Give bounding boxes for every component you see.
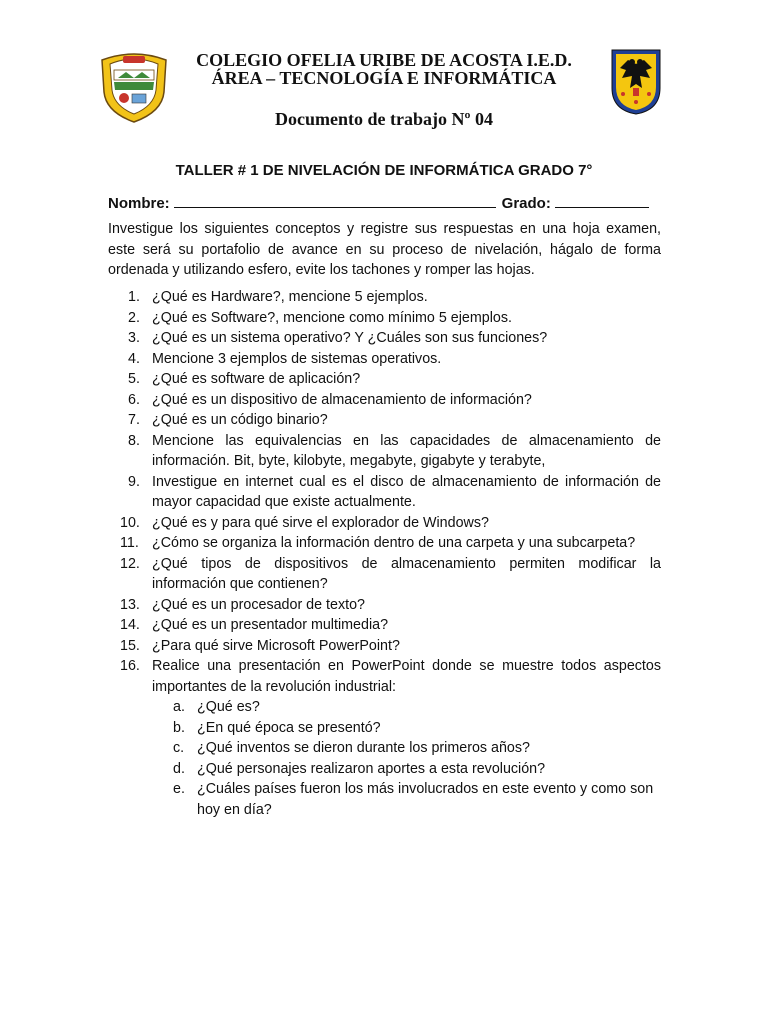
subquestion-letter: d. (173, 760, 185, 777)
question-item (108, 554, 661, 595)
subquestion-item (152, 738, 661, 759)
question-text: ¿Qué es un presentador multimedia? (152, 617, 389, 633)
grade-blank-line (555, 193, 649, 208)
question-number: 14. (120, 617, 140, 633)
question-text: Investigue en internet cual es el disco de almacenamiento de información de mayor capacidad que existe actualmente. (152, 473, 661, 510)
question-item (108, 533, 661, 554)
question-text: ¿Para qué sirve Microsoft PowerPoint? (152, 637, 400, 654)
question-number: 10. (120, 514, 140, 531)
subquestion-text: ¿Cuáles países fueron los más involucrados en este evento y como son hoy en día? (197, 781, 654, 818)
subquestion-item (152, 779, 661, 820)
school-name: COLEGIO OFELIA URIBE DE ACOSTA I.E.D. (196, 50, 572, 70)
question-item (108, 513, 661, 534)
question-text: Mencione 3 ejemplos de sistemas operativos. (152, 350, 442, 367)
question-text: Mencione las equivalencias en las capacidades de almacenamiento de información. Bit, byte, kilobyte, megabyte, gigabyte y terabyte, (152, 432, 661, 469)
name-label: Nombre: (108, 195, 170, 212)
document-title: Documento de trabajo Nº 04 (275, 109, 493, 129)
grade-label: Grado: (501, 195, 551, 212)
subquestion-text: ¿Qué personajes realizaron aportes a esta revolución? (197, 760, 546, 777)
question-item (108, 390, 661, 411)
subquestion-letter: b. (173, 719, 185, 736)
question-number: 15. (120, 637, 140, 654)
student-info-line (108, 193, 649, 212)
question-text: ¿Qué es un procesador de texto? (152, 596, 365, 613)
question-text: ¿Qué es y para qué sirve el explorador de Windows? (152, 514, 489, 531)
workshop-title: TALLER # 1 DE NIVELACIÓN DE INFORMÁTICA GRADO 7° (175, 162, 593, 179)
subquestion-item (152, 697, 661, 718)
question-text: ¿Qué tipos de dispositivos de almacenamiento permiten modificar la información que contienen? (152, 555, 661, 592)
question-item (108, 595, 661, 616)
question-item (108, 328, 661, 349)
question-item (108, 308, 661, 329)
question-text: ¿Qué es Hardware?, mencione 5 ejemplos. (152, 289, 428, 305)
question-number: 3. (128, 330, 140, 346)
question-item (108, 636, 661, 657)
subquestion-letter: e. (173, 781, 185, 797)
question-item (108, 349, 661, 370)
question-list (108, 287, 661, 820)
question-item (108, 287, 661, 308)
name-blank-line (174, 193, 496, 208)
question-number: 9. (128, 473, 140, 490)
subquestion-item (152, 718, 661, 739)
question-text: ¿Qué es un dispositivo de almacenamiento de información? (152, 391, 532, 408)
question-number: 5. (128, 371, 140, 387)
question-text: Realice una presentación en PowerPoint donde se muestre todos aspectos importantes de la revolución industrial: (152, 658, 661, 695)
subquestion-text: ¿Qué es? (197, 699, 260, 715)
subquestion-letter: c. (173, 740, 185, 756)
instructions-paragraph: Investigue los siguientes conceptos y registre sus respuestas en una hoja examen, este será su portafolio de avance en su proceso de nivelación, hágalo de forma ordenada y utilizando esfero, evite los tachones y romper las hojas. (108, 221, 661, 278)
question-number: 8. (128, 432, 140, 449)
question-number: 7. (128, 412, 140, 428)
subquestion-text: ¿En qué época se presentó? (197, 719, 381, 736)
question-number: 16. (120, 658, 140, 674)
question-item (108, 410, 661, 431)
question-item (108, 472, 661, 513)
question-item (108, 656, 661, 820)
subquestion-item (152, 759, 661, 780)
question-text: ¿Cómo se organiza la información dentro de una carpeta y una subcarpeta? (152, 535, 636, 551)
question-number: 12. (120, 555, 140, 572)
question-text: ¿Qué es un código binario? (152, 412, 328, 428)
subquestion-list (152, 697, 661, 820)
question-number: 13. (120, 596, 140, 613)
question-item (108, 615, 661, 636)
question-number: 2. (128, 309, 140, 326)
question-text: ¿Qué es un sistema operativo? Y ¿Cuáles son sus funciones? (152, 330, 548, 346)
question-number: 4. (128, 350, 140, 367)
question-number: 1. (128, 289, 140, 305)
question-text: ¿Qué es software de aplicación? (152, 371, 361, 387)
question-item (108, 369, 661, 390)
subject-area: ÁREA – TECNOLOGÍA E INFORMÁTICA (211, 68, 557, 88)
subquestion-text: ¿Qué inventos se dieron durante los primeros años? (197, 740, 530, 756)
question-number: 11. (120, 535, 139, 551)
question-number: 6. (128, 391, 140, 408)
question-text: ¿Qué es Software?, mencione como mínimo 5 ejemplos. (152, 309, 512, 326)
question-item (108, 431, 661, 472)
subquestion-letter: a. (173, 699, 185, 715)
